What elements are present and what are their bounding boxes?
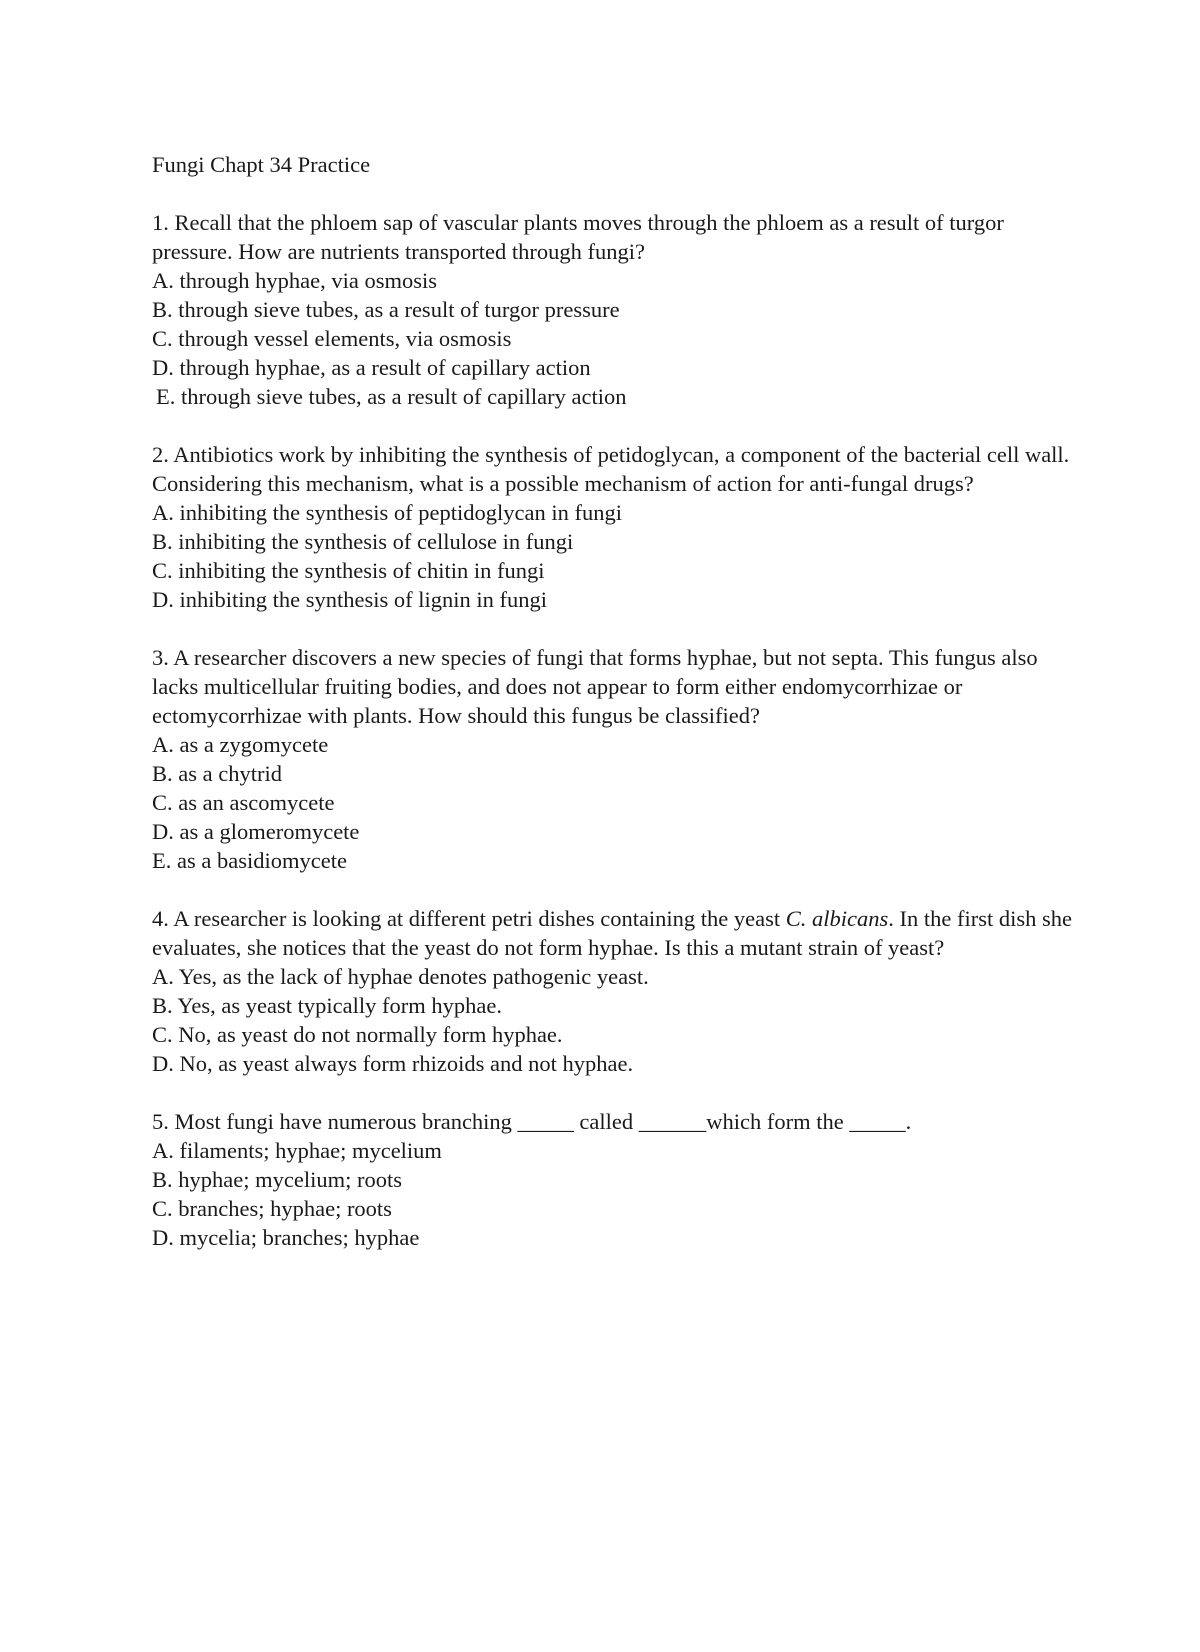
answer-option: D. No, as yeast always form rhizoids and not hyphae. [152,1051,634,1076]
answer-option: A. filaments; hyphae; mycelium [152,1138,442,1163]
answer-option: C. as an ascomycete [152,790,335,815]
answer-option: E. through sieve tubes, as a result of capillary action [156,384,627,409]
answer-option: C. branches; hyphae; roots [152,1196,392,1221]
question-stem: 5. Most fungi have numerous branching _____ called ______which form the _____. [152,1109,912,1134]
answer-option: D. as a glomeromycete [152,819,360,844]
answer-option: B. through sieve tubes, as a result of turgor pressure [152,297,620,322]
answer-option: E. as a basidiomycete [152,848,347,873]
answer-option: D. inhibiting the synthesis of lignin in fungi [152,587,547,612]
question-5 [152,1107,1082,1252]
question-stem: 2. Antibiotics work by inhibiting the synthesis of petidoglycan, a component of the bacterial cell wall. Considering this mechanism, what is a possible mechanism of action for anti-fungal drugs? [152,442,1070,496]
answer-option: A. as a zygomycete [152,732,329,757]
document-content [152,150,1082,1281]
question-stem-part: 4. A researcher is looking at different petri dishes containing the yeast [152,906,786,931]
answer-option: B. as a chytrid [152,761,282,786]
species-name: C. albicans [785,906,889,931]
answer-option: B. Yes, as yeast typically form hyphae. [152,993,502,1018]
question-3 [152,643,1082,875]
answer-option: C. through vessel elements, via osmosis [152,326,512,351]
answer-option: A. Yes, as the lack of hyphae denotes pathogenic yeast. [152,964,649,989]
question-stem: 3. A researcher discovers a new species of fungi that forms hyphae, but not septa. This fungus also lacks multicellular fruiting bodies, and does not appear to form either endomycorrhizae or ectomycorrhizae with plants. How should this fungus be classified? [152,645,1038,728]
page-title: Fungi Chapt 34 Practice [152,152,371,177]
answer-option: D. through hyphae, as a result of capillary action [152,355,591,380]
question-stem-part: . In the first dish she evaluates, she notices that the yeast do not form hyphae. Is this a mutant strain of yeast? [152,906,1073,960]
question-4 [152,904,1082,1078]
question-stem: 1. Recall that the phloem sap of vascular plants moves through the phloem as a result of turgor pressure. How are nutrients transported through fungi? [152,210,1004,264]
answer-option: C. No, as yeast do not normally form hyphae. [152,1022,563,1047]
answer-option: B. inhibiting the synthesis of cellulose in fungi [152,529,574,554]
answer-option: B. hyphae; mycelium; roots [152,1167,402,1192]
question-2 [152,440,1082,614]
question-1 [152,208,1082,411]
answer-option: A. through hyphae, via osmosis [152,268,437,293]
answer-option: C. inhibiting the synthesis of chitin in fungi [152,558,545,583]
answer-option: A. inhibiting the synthesis of peptidoglycan in fungi [152,500,622,525]
question-stem [152,904,1082,962]
answer-option: D. mycelia; branches; hyphae [152,1225,420,1250]
